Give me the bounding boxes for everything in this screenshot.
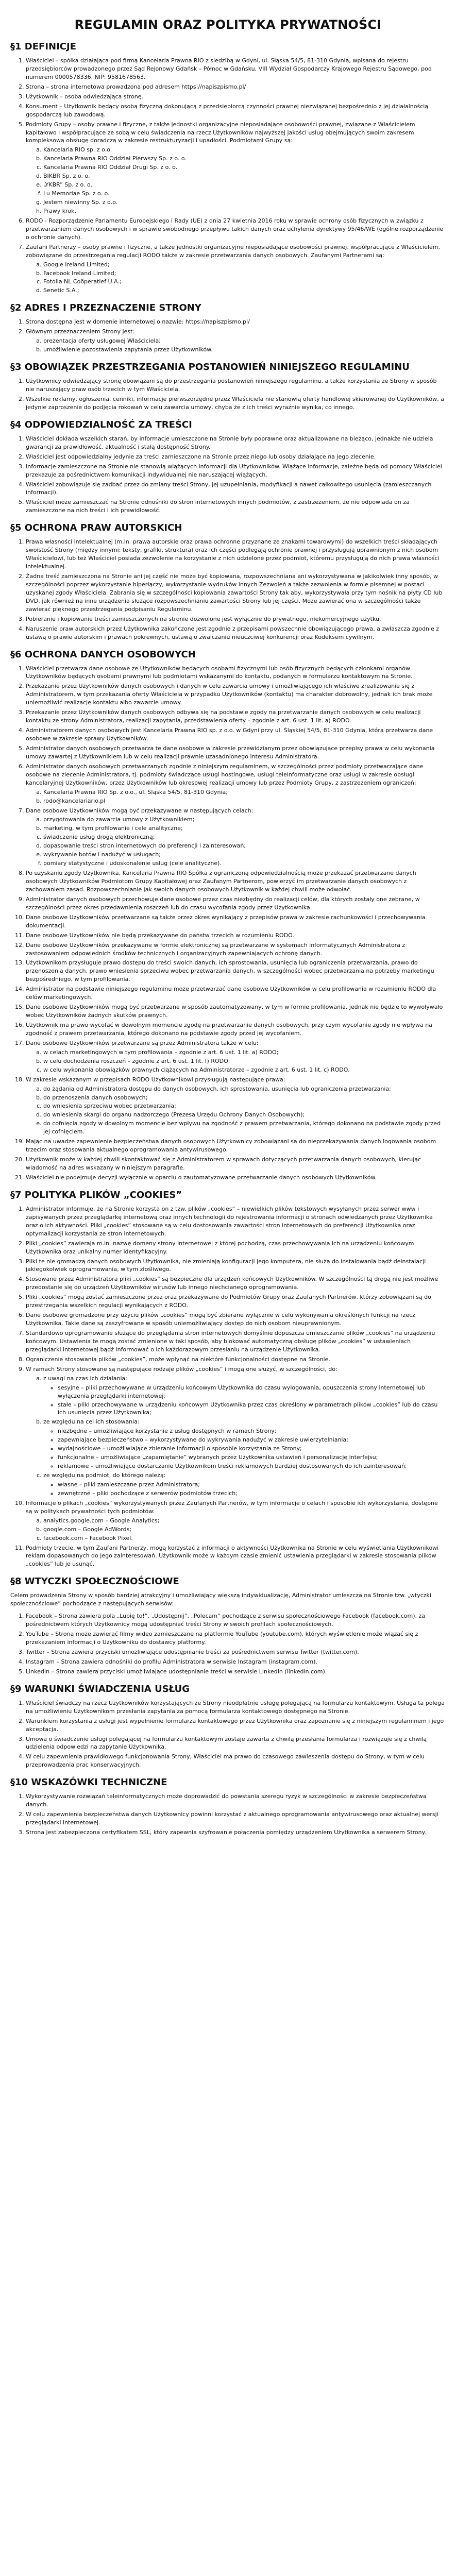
list-item [26, 1205, 446, 1238]
list-item-text: Pobieranie i kopiowanie treści zamieszczonych na stronie dozwolone jest wyłącznie do prywatnego, niekomercyjnego użytku. [26, 615, 381, 622]
list-item-text: Przekazanie przez Użytkowników danych osobowych i danych w celu zawarcia umowy i umożliwiającego ich właściwe zrealizowanie się z Administratorem, w tym przekazania oferty Właściciela w przypadku Użytkowników (kontaktu) ma charakter dobrowolny, jednak ich brak może uniemożliwić realizację kontaktu albo zawarcie umowy. [26, 683, 433, 706]
list-item-text: Administrator danych osobowych przechowuje dane osobowe przez czas niezbędny do realizacji celów, dla których zostały one zebrane, w szczególności przez okres przedawnienia roszczeń lub do czasu wycofania zgody przez Użytkownika. [26, 895, 420, 911]
list-item-text: RODO - Rozporządzenie Parlamentu Europejskiego i Rady (UE) z dnia 27 kwietnia 2016 roku w sprawie ochrony osób fizycznych w związku z przetwarzaniem danych osobowych i w sprawie swobodnego przepływu takich danych oraz uchylenia dyrektywy 95/46/WE (ogólne rozporządzenie o ochronie danych). [26, 217, 444, 241]
list-item-text: Właściciel może zamieszczać na Stronie odnośniki do stron internetowych innych podmiotów, z zastrzeżeniem, że nie odpowiada on za zamieszczone na nich treści i ich prawidłowość. [26, 499, 410, 514]
list-item-text: W zakresie wskazanym w przepisach RODO Użytkownikowi przysługują następujące prawa: [26, 1076, 285, 1083]
list-item-text: Głównym przeznaczeniem Strony jest: [26, 328, 135, 335]
sub-list-item [43, 816, 446, 824]
section-heading: §7 POLITYKA PLIKÓW „COOKIES” [10, 1189, 182, 1200]
list-item-text: Twitter – Strona zawiera przyciski umożliwiające udostępnianie treści za pośrednictwem serwisu Twitter (twitter.com). [26, 1648, 359, 1655]
list-item [26, 985, 446, 1002]
list-item [26, 807, 446, 868]
sub-item-text: Kancelaria Prawna RIO Oddział Pierwszy Sp. z o. o. [43, 155, 187, 162]
section-heading: §2 ADRES I PRZEZNACZENIE STRONY [10, 302, 201, 314]
sub-item-text: reklamowe – umożliwiające dostarczanie Użytkownikom treści reklamowych bardziej dostosowanych do ich zainteresowań; [58, 1463, 407, 1470]
list-item [26, 103, 446, 119]
list-item-text: Stosowane przez Administratora pliki „cookies” są bezpieczne dla urządzeń końcowych Użytkowników. W szczególności tą drogą nie jest możliwe przedostanie się do urządzeń Użytkowników wirusów lub innego niechcianego oprogramowania. [26, 1276, 438, 1291]
sub-item-text: własne – pliki zamieszczane przez Administratora; [58, 1481, 200, 1488]
list-item [26, 395, 446, 412]
sub-list-item [43, 1517, 446, 1525]
list-item [26, 498, 446, 515]
list-item-text: Warunkiem korzystania z usługi jest wypełnienie formularza kontaktowego przez Użytkownika oraz zapoznanie się z niniejszym regulaminem i jego akceptacja. [26, 1717, 444, 1733]
list-item [26, 377, 446, 394]
section [10, 1684, 446, 1770]
list-item-text: Administrator informuje, że na Stronie korzysta on z tzw. plików „cookies” – niewielkich plików tekstowych wysyłanych przez serwer www i zapisywanych przez przeglądarkę internetową oraz innych technologii do rejestrowania informacji o stronach odwiedzanych przez Użytkownika oraz o ich aktywności. Pliki „cookies” stosowane są w celu dostosowania zawartości stron internetowych do preferencji Użytkownika oraz optymalizacji korzystania ze stron internetowych. [26, 1205, 433, 1237]
list-item-text: Dane osobowe Użytkowników mogą być przekazywane w następujących celach: [26, 807, 254, 814]
list-item-text: Pliki te nie gromadzą danych osobowych Użytkownika, nie zmieniają konfiguracji jego komputera, nie służą do instalowania bądź deinstalacji jakiegokolwiek oprogramowania, w tym złośliwego. [26, 1258, 426, 1273]
sub-item-text: sesyjne – pliki przechowywane w urządzeniu końcowym Użytkownika do czasu wylogowania, opuszczenia strony internetowej lub wyłączenia przeglądarki internetowej; [58, 1384, 425, 1399]
list-item-text: Strona – strona internetowa prowadzona pod adresem https://napiszpismo.pl/ [26, 83, 246, 90]
sub-item-text: zewnętrzne – pliki pochodzące z serwerów podmiotów trzecich; [58, 1489, 238, 1497]
sub-item-text: wydajnościowe – umożliwiające zbieranie informacji o sposobie korzystania ze Strony; [58, 1445, 302, 1452]
sub-item-text: Prawy krok. [43, 207, 76, 214]
sub-item-text: BIKBR Sp. z o. o. [43, 173, 90, 180]
sub-list [26, 261, 446, 295]
numbered-list [10, 1612, 446, 1676]
sub-item-text: stałe – pliki przechowywane w urządzeniu końcowym Użytkownika przez czas określony w parametrach plików „cookies” lub do czasu ich usunięcia przez Użytkownika; [58, 1401, 438, 1416]
numbered-list [10, 538, 446, 641]
section-heading: §6 OCHRONA DANYCH OSOBOWYCH [10, 649, 196, 660]
list-item [26, 1021, 446, 1038]
list-item-text: Użytkownikom przysługuje prawo dostępu do treści swoich danych, ich sprostowania, usunięcia lub ograniczenia przetwarzania, prawo do przenoszenia danych, prawo wniesienia sprzeciwu wobec przetwarzania danych, w szczególności wobec przetwarzania na potrzeby marketingu bezpośredniego, w tym profilowania. [26, 959, 434, 983]
list-item-text: Użytkownik może w każdej chwili skontaktować się z Administratorem w sprawach dotyczących przetwarzania danych osobowych, kierując wiadomość na adres wskazany w niniejszym paragrafie. [26, 1156, 421, 1171]
list-item-text: Właściciel jest odpowiedzialny jedynie za treści zamieszczone na Stronie przez niego lub osoby działające na jego zlecenie. [26, 453, 376, 460]
sub-item-text: przygotowania do zawarcia umowy z Użytkownikiem; [43, 816, 195, 823]
sub-list-item [58, 1481, 446, 1489]
list-item [26, 931, 446, 940]
sub-item-text: do wniesienia skargi do organu nadzorczego (Prezesa Urzędu Ochrony Danych Osobowych); [43, 1111, 305, 1118]
section [10, 419, 446, 515]
list-item-text: Dane osobowe Użytkowników przetwarzane są przez Administratora także w celu: [26, 1039, 259, 1046]
list-item [26, 1630, 446, 1647]
list-item [26, 1039, 446, 1074]
sub-item-text: Google Ireland Limited; [43, 261, 110, 268]
sub-list-item [58, 1445, 446, 1453]
list-item-text: Dane osobowe Użytkowników nie będą przekazywane do państw trzecich w rozumieniu RODO. [26, 931, 294, 939]
list-item-text: Dane osobowe Użytkowników mogą być przetwarzane w sposób zautomatyzowany, w tym w formie profilowania, jednak nie będzie to wywoływało wobec Użytkowników żadnych skutków prawnych. [26, 1004, 443, 1019]
list-item [26, 1810, 446, 1827]
sub-list-item [43, 833, 446, 841]
sub-list [26, 337, 446, 354]
list-item [26, 1828, 446, 1837]
list-item-text: Standardowo oprogramowanie służące do przeglądania stron internetowych domyślnie dopuszcza umieszczanie plików „cookies” na urządzeniu końcowym. Ustawienia te mogą zostać zmienione w taki sposób, aby blokować automatyczną obsługę plików „cookies” w ustawieniach przeglądarki internetowej bądź informować o ich każdorazowym przesłaniu na urządzenie Użytkownika. [26, 1330, 435, 1353]
list-item-text: LinkedIn – Strona zawiera przyciski umożliwiające udostępnianie treści w serwisie LinkedIn (linkedin.com). [26, 1668, 327, 1675]
sub-list-item [43, 337, 446, 345]
list-item [26, 615, 446, 623]
list-item-text: Wykorzystywanie rozwiązań teleinformatycznych może doprowadzić do powstania szeregu ryzyk w szczególności w zakresie bezpieczeństwa danych. [26, 1793, 427, 1808]
list-item [26, 538, 446, 571]
sub-list-item [58, 1489, 446, 1498]
sub-list-item [58, 1427, 446, 1435]
sub-item-text: rodo@kancelariario.pl [43, 797, 106, 804]
sub-item-text: do wniesienia sprzeciwu wobec przetwarzania; [43, 1103, 176, 1110]
sections-container [10, 41, 446, 1837]
sub-list-item [43, 1094, 446, 1102]
sub-list-item [43, 1120, 446, 1136]
list-item-text: Właściciel świadczy na rzecz Użytkowników korzystających ze Strony nieodpłatnie usługę polegającą na formularzu kontaktowym. Usługa ta polega na umożliwieniu Użytkownikom przesłania zapytania za pomocą formularza kontaktowego dostępnego na Stronie. [26, 1699, 445, 1715]
list-item [26, 435, 446, 451]
list-item [26, 1258, 446, 1274]
list-item [26, 1076, 446, 1137]
sub-item-text: wykrywanie botów i nadużyć w usługach; [43, 851, 161, 858]
sub-item-text: z uwagi na czas ich działania: [43, 1375, 127, 1382]
list-item [26, 665, 446, 681]
list-item [26, 625, 446, 641]
sub-list-item [43, 155, 446, 163]
list-item [26, 1240, 446, 1256]
list-item [26, 318, 446, 326]
sub-list-item [58, 1453, 446, 1462]
list-item-text: Informacje o plikach „cookies” wykorzystywanych przez Zaufanych Partnerów, w tym informacje o celach i sposobie ich wykorzystania, dostępne są w politykach prywatności tych podmiotów: [26, 1499, 438, 1515]
section [10, 1576, 446, 1675]
list-item [26, 762, 446, 805]
list-item-text: Konsument – Użytkownik będący osobą fizyczną dokonującą z przedsiębiorcą czynności prawnej niezwiązanej bezpośrednio z jej działalnością gospodarczą lub zawodową. [26, 103, 429, 118]
sub-list [43, 1427, 446, 1470]
list-item-text: Właściciel zobowiązuje się zadbać przez do zmiany treści Strony, jej uzupełniania, modyfikacji a nawet całkowitego usunięcia (zamieszczanych informacji). [26, 481, 432, 496]
sub-list-item [43, 1048, 446, 1057]
section-heading: §5 OCHRONA PRAW AUTORSKICH [10, 522, 182, 534]
sub-list-item [43, 286, 446, 295]
sub-item-text: w celu dochodzenia roszczeń – zgodnie z art. 6 ust. 1 lit. f) RODO; [43, 1057, 230, 1064]
sub-list-item [43, 172, 446, 180]
list-item-text: Właściciel nie podejmuje decyzji wyłącznie w oparciu o zautomatyzowane przetwarzanie danych osobowych Użytkowników. [26, 1174, 377, 1181]
sub-list-item [43, 859, 446, 868]
list-item-text: Administrator danych osobowych przetwarzanych zgodnie z niniejszym regulaminem, w szczególności przez podmioty przetwarzające dane osobowe na zlecenie Administratora, tj. podmioty świadczące usługi hostingowe, usługi teleinformatyczne oraz usługi w zakresie obsługi kancelaryjnej Użytkowników, przez Użytkowników lub okresowej realizacji umowy lub przez Podmioty Grupy, z zastrzeżeniem ograniczeń: [26, 762, 424, 786]
list-item-text: Użytkownik – osoba odwiedzająca stronę. [26, 93, 144, 100]
list-item-text: Facebook – Strona zawiera pola „Lubię to!”, „Udostępnij”, „Polecam” pochodzące z serwisu społecznościowego Facebook (facebook.com), za pośrednictwem których Użytkownicy mogą udostępniać treści Strony w swoich profilach społecznościowych. [26, 1613, 426, 1628]
list-item-text: Po uzyskaniu zgody Użytkownika, Kancelaria Prawna RIO Spółka z ograniczoną odpowiedzialnością może przekazać przetwarzane danych osobowych Użytkowników Podmiotom Grupy Kapitałowej oraz Zaufanym Partnerom, powierzyć im przetwarzanie danych osobowych z zachowaniem zasad. Rozpowszechnianie jak swoich danych osobowych Użytkownik w każdej chwili może odwołać. [26, 870, 416, 893]
list-item-text: Ograniczenie stosowania plików „cookies”, może wpłynąć na niektóre funkcjonalności dostępne na Stronie. [26, 1355, 330, 1363]
section-intro: Celem prowadzenia Strony w sposób bardziej atrakcyjny i umożliwiający większą indywidualizację, Administrator umieszcza na Stronie tzw. „wtyczki społecznościowe” pochodzące z następujących serwisów: [10, 1592, 431, 1607]
sub-list [26, 1375, 446, 1498]
sub-list-item [58, 1436, 446, 1444]
sub-list-item [43, 842, 446, 850]
list-item [26, 1668, 446, 1676]
list-item-text: Strona jest zabezpieczona certyfikatem SSL, który zapewnia szyfrowanie połączenia pomiędzy urządzeniem Użytkownika a serwerem Strony. [26, 1829, 427, 1836]
list-item [26, 913, 446, 930]
list-item-text: W celu zapewnienia prawidłowego funkcjonowania Strony, Właściciel ma prawo do czasowego zawieszenia dostępu do Strony, w tym w celu przeprowadzenia prac konserwacyjnych. [26, 1753, 425, 1769]
list-item [26, 1658, 446, 1666]
list-item [26, 1499, 446, 1543]
sub-list-item [43, 207, 446, 215]
list-item-text: Użytkownicy odwiedzający stronę obowiązani są do przestrzegania postanowień niniejszego regulaminu, a także korzystania ze Strony w sposób nie naruszający praw osób trzecich w tym Właściciela. [26, 378, 437, 393]
numbered-list [10, 665, 446, 1182]
sub-list-item [43, 1471, 446, 1498]
numbered-list [10, 1792, 446, 1837]
list-item [26, 959, 446, 984]
sub-list-item [43, 1418, 446, 1470]
list-item [26, 1174, 446, 1182]
list-item [26, 1648, 446, 1656]
list-item-text: Prawa własności intelektualnej (m.in. prawa autorskie oraz prawa ochronne przyznane ze znakami towarowymi) do wszelkich treści składających swoistość Strony (między innymi: teksty, grafiki, struktura) oraz ich części podlegają ochronie prawnej i przysługują uprawnionym z nich osobom Właścicielowi, lub też Właściciel posiada zezwolenie na korzystanie z nich udzielone przez podmiot, któremu przysługują do nich prawa własności intelektualnej. [26, 538, 440, 570]
sub-item-text: do cofnięcia zgody w dowolnym momencie bez wpływu na zgodność z prawem przetwarzania, którego dokonano na podstawie zgody przed jej cofnięciem. [43, 1120, 441, 1136]
list-item-text: Podmioty trzecie, w tym Zaufani Partnerzy, mogą korzystać z informacji o aktywności Użytkownika na Stronie w celu wyświetlania Użytkownikowi reklam dopasowanych do jego zainteresowań. Użytkownik może w każdym czasie zmienić ustawienia przeglądarki w zakresie stosowania plików „cookies” lub je usunąć. [26, 1544, 439, 1568]
list-item [26, 1717, 446, 1734]
sub-item-text: do żądania od Administratora dostępu do danych osobowych, ich sprostowania, usunięcia lub ograniczenia przetwarzania; [43, 1085, 391, 1092]
sub-list [26, 1085, 446, 1137]
list-item-text: Administrator danych osobowych przetwarza te dane osobowe w zakresie przewidzianym przez obowiązujące przepisy prawa w celu wykonania umowy zawartej z Użytkownikiem lub w celu realizacji prawnie uzasadnionego interesu Administratora. [26, 744, 435, 760]
list-item-text: Mając na uwadze zapewnienie bezpieczeństwa danych osobowych Użytkownicy zobowiązani są do nieprzekazywania danych logowania osobom trzecim oraz stosowania aktualnego oprogramowania antywirusowego. [26, 1138, 436, 1154]
list-item [26, 708, 446, 725]
section-heading: §8 WTYCZKI SPOŁECZNOŚCIOWE [10, 1576, 179, 1587]
sub-item-text: w celach marketingowych w tym profilowania – zgodnie z art. 6 ust. 1 lit. a) RODO; [43, 1048, 279, 1056]
sub-item-text: świadczenie usług drogą elektroniczną; [43, 834, 155, 841]
list-item-text: Przekazanie przez Użytkowników danych osobowych odbywa się na podstawie zgody na przetwarzanie danych osobowych w celu realizacji kontaktu ze strony Administratora, realizacji zapytania, przedstawienia oferty – zgodnie z art. 6 ust. 1 lit. a) RODO. [26, 709, 421, 724]
list-item [26, 1699, 446, 1716]
sub-list-item [43, 198, 446, 207]
list-item-text: Administratorem danych osobowych jest Kancelaria Prawna RIO sp. z o.o. w Gdyni przy ul. Śląskiej 54/5, 81-310 Gdynia, która przetwarza dane osobowe w zakresie sprawy Użytkowników. [26, 727, 433, 742]
list-item [26, 1753, 446, 1769]
list-item-text: Pliki „cookies” zawierają m.in. nazwę domeny strony internetowej z której pochodzą, czas przechowywania ich na urządzeniu końcowym Użytkownika oraz unikalny numer identyfikacyjny. [26, 1240, 414, 1255]
section-heading: §1 DEFINICJE [10, 41, 76, 52]
sub-item-text: ze względu na podmiot, do którego należą: [43, 1472, 166, 1479]
list-item [26, 217, 446, 242]
sub-list-item [43, 346, 446, 354]
list-item [26, 1275, 446, 1292]
section-heading: §9 WARUNKI ŚWIADCZENIA USŁUG [10, 1683, 190, 1694]
list-item-text: Zaufani Partnerzy – osoby prawne i fizyczne, a także jednostki organizacyjne nieposiadające osobowości prawnej, współpracujące z Właścicielem, zobowiązane do przestrzegania regulacji RODO także w zakresie przetwarzania danych osobowych. Zaufanymi Partnerami są: [26, 243, 441, 259]
list-item-text: Umowa o świadczenie usługi polegającej na formularzu kontaktowym zostaje zawarta z chwilą przesłania formularza i rozwiązuje się z chwilą udzielenia odpowiedzi na zapytanie Użytkownika. [26, 1735, 427, 1751]
sub-item-text: do przenoszenia danych osobowych; [43, 1094, 148, 1101]
sub-list [26, 788, 446, 805]
list-item [26, 83, 446, 91]
list-item-text: W ramach Strony stosowane są następujące rodzaje plików „cookies” i mogą one służyć, w szczególności, do: [26, 1365, 337, 1372]
list-item [26, 1003, 446, 1020]
sub-list-item [43, 278, 446, 286]
sub-list-item [43, 824, 446, 833]
list-item-text: Pliki „cookies” mogą zostać zamieszczone przez oraz przekazywane do Podmiotów Grupy oraz Zaufanych Partnerów, którzy zobowiązani są do przestrzegania wszelkich regulacji wynikających z RODO. [26, 1294, 431, 1309]
sub-item-text: Kancelaria Prawna RIO Sp. z o.o., ul. Śląska 54/5, 81-310 Gdynia; [43, 788, 228, 795]
list-item [26, 1138, 446, 1154]
sub-item-text: pomiary statystyczne i udoskonalenie usług (cele analityczne). [43, 860, 222, 867]
sub-list-item [43, 190, 446, 198]
list-item [26, 453, 446, 461]
sub-list-item [43, 1085, 446, 1093]
list-item-text: Strona dostępna jest w domenie internetowej o nazwie: https://napiszpismo.pl/ [26, 318, 250, 326]
sub-item-text: facebook.com – Facebook Pixel. [43, 1534, 133, 1541]
list-item-text: Właściciel przetwarza dane osobowe ze Użytkowników będących osobami fizycznymi lub osób fizycznych będących członkami organów Użytkowników będących osobami prawnymi lub podmiotami wskazanymi do kontaktu, podanych w formularzu kontaktowym na Stronie. [26, 665, 413, 680]
list-item [26, 895, 446, 912]
list-item [26, 1156, 446, 1172]
list-item [26, 481, 446, 497]
list-item-text: Podmioty Grupy – osoby prawne i fizyczne, z także jednostki organizacyjne nieposiadające osobowości prawnej, związane z Właścicielem kapitałowo i współpracujące ze sobą w celu świadczenia na rzecz Użytkowników najwyższej jakości usług obejmujących swoim zakresem kompleksową obsługę doradczą w zakresie restrukturyzacji i upadłości. Podmiotami Grupy są: [26, 121, 415, 144]
sub-item-text: Kancelaria Prawna RIO Oddział Drugi Sp. z o. o. [43, 164, 178, 171]
sub-item-text: zapewniające bezpieczeństwo – wykorzystywane do wykrywania nadużyć w zakresie uwierzytelniania; [58, 1436, 348, 1444]
list-item [26, 1544, 446, 1569]
list-item [26, 1735, 446, 1752]
sub-list-item [43, 181, 446, 189]
list-item [26, 243, 446, 295]
sub-item-text: Jestem niewinny Sp. z o.o. [43, 199, 118, 206]
sub-list [26, 146, 446, 215]
sub-list [26, 816, 446, 868]
sub-list-item [58, 1462, 446, 1470]
list-item [26, 463, 446, 479]
section [10, 649, 446, 1182]
list-item [26, 1355, 446, 1364]
sub-item-text: niezbędne – umożliwiające korzystanie z usług dostępnych w ramach Strony; [58, 1428, 277, 1435]
list-item-text: Użytkownik ma prawo wycofać w dowolnym momencie zgodę na przetwarzanie danych osobowych, przy czym wycofanie zgody nie wpływa na zgodność z prawem przetwarzania, którego dokonano na podstawie zgody przed jej wycofaniem. [26, 1022, 432, 1037]
section-heading: §3 OBOWIĄZEK PRZESTRZEGANIA POSTANOWIEŃ NINIEJSZEGO REGULAMINU [10, 362, 410, 373]
list-item-text: Informacje zamieszczone na Stronie nie stanowią wiążących informacji dla Użytkowników. Wiążące informacje, zależne będą od pomocy Właściciel przekazuje za pośrednictwem komunikacji indywidualnej nie naruszającej wiążących. [26, 463, 442, 478]
sub-list-item [43, 1066, 446, 1074]
numbered-list [10, 435, 446, 515]
sub-list-item [43, 851, 446, 859]
list-item [26, 682, 446, 707]
section-heading: §4 ODPOWIEDZIALNOŚĆ ZA TREŚCI [10, 419, 192, 430]
list-item [26, 328, 446, 354]
sub-list [26, 1517, 446, 1543]
sub-item-text: Kancelaria RIO sp. z o.o. [43, 146, 112, 154]
sub-item-text: Lu Memoriae Sp. z o. o. [43, 190, 110, 197]
document-title: REGULAMIN ORAZ POLITYKA PRYWATNOŚCI [74, 18, 382, 32]
list-item [26, 93, 446, 101]
list-item [26, 1792, 446, 1809]
list-item-text: YouTube – Strona może zawierać filmy wideo zamieszczane na platformie YouTube (youtube.com), których wyświetlenie może wiązać się z przekazaniem informacji o Użytkowniku do dostawcy platformy. [26, 1631, 418, 1646]
sub-list-item [58, 1401, 446, 1417]
sub-item-text: Senetic S.A.; [43, 287, 79, 294]
sub-item-text: w celu wykonania obowiązków prawnych ciążących na Administratorze – zgodnie z art. 6 ust. 1 lit. c) RODO. [43, 1066, 350, 1073]
sub-list-item [43, 163, 446, 172]
numbered-list [10, 57, 446, 295]
list-item-text: Dane osobowe gromadzone przy użyciu plików „cookies” mogą być zbierane wyłącznie w celu wykonywania określonych funkcji na rzecz Użytkownika. Takie dane są zaszyfrowane w sposób uniemożliwiający dostęp do nich osobom nieuprawnionym. [26, 1312, 415, 1327]
sub-list-item [43, 797, 446, 805]
list-item-text: Wszelkie reklamy, ogłoszenia, cenniki, informacje pierwszorzędne przez Właściciela nie stanowią oferty handlowej skierowanej do Użytkowników, a jedynie zaproszenie do podjęcia rokowań w celu zawarcia umowy, chyba że z ich treści wyraźnie wynika, co innego. [26, 395, 444, 411]
section [10, 362, 446, 412]
numbered-list [10, 1205, 446, 1568]
sub-list-item [43, 146, 446, 154]
sub-item-text: ze względu na cel ich stosowania: [43, 1418, 140, 1426]
list-item [26, 1293, 446, 1310]
sub-list-item [43, 788, 446, 796]
section [10, 1190, 446, 1568]
list-item [26, 572, 446, 614]
sub-list-item [58, 1384, 446, 1400]
list-item-text: Właściciel dokłada wszelkich starań, by informacje umieszczone na Stronie były poprawne oraz aktualizowane na bieżąco, jednakże nie udziela gwarancji za prawidłowość, aktualność i stałą dostępność Strony. [26, 435, 433, 450]
sub-list-item [43, 1534, 446, 1543]
sub-item-text: „YKBR” Sp. z o. o. [43, 181, 93, 189]
list-item [26, 1612, 446, 1629]
list-item [26, 121, 446, 215]
section [10, 41, 446, 295]
list-item [26, 1365, 446, 1498]
list-item-text: Instagram – Strona zawiera odnośniki do profilu Administratora w serwisie Instagram (instagram.com). [26, 1658, 317, 1665]
sub-item-text: dopasowanie treści stron internetowych do preferencji i zainteresowań; [43, 842, 246, 850]
sub-list [43, 1384, 446, 1417]
section [10, 302, 446, 354]
sub-list-item [43, 1375, 446, 1417]
section [10, 1777, 446, 1837]
section [10, 522, 446, 641]
sub-list-item [43, 1102, 446, 1110]
list-item-text: Administrator na podstawie niniejszego regulaminu może przetwarzać dane osobowe Użytkowników w celu profilowania w rozumieniu RODO dla celów marketingowych. [26, 986, 436, 1001]
list-item [26, 941, 446, 958]
list-item [26, 1311, 446, 1328]
section-heading: §10 WSKAZÓWKI TECHNICZNE [10, 1777, 167, 1788]
sub-list-item [43, 1111, 446, 1119]
list-item-text: Żadna treść zamieszczona na Stronie ani jej część nie może być kopiowana, rozpowszechniana ani wykorzystywana w jakikolwiek inny sposób, w szczególności poprzez wykorzystanie hiperłączy, wykorzystanie wydruków innych Zezwoleń a także zezwolenia w formie pisemnej w postaci uzyskanej zgody Właściciela. Zabrania się w szczególności kopiowania zawartości Strony tak aby, wykorzystywała przy tym nośnik na płyty CD lub DVD, jak również na inne urządzenia służące rozpowszechnianiu zawartości Strony lub jej części. Może zawierać ona w szczególności także zawierać pięknego przestrzegania podpisaniu Regulaminu. [26, 573, 443, 613]
list-item [26, 726, 446, 743]
sub-list [26, 1048, 446, 1074]
list-item [26, 57, 446, 81]
list-item [26, 1329, 446, 1354]
sub-list-item [43, 261, 446, 269]
list-item-text: Naruszenie praw autorskich przez Użytkownika zakończone jest zgodnie z przepisami powszechnie obowiązującego prawa, a zwłaszcza zgodnie z ustawą o prawie autorskim i prawach pokrewnych, ustawą o zwalczaniu nieuczciwej konkurencji oraz Kodeksem cywilnym. [26, 625, 440, 640]
sub-list-item [43, 269, 446, 278]
numbered-list [10, 1699, 446, 1770]
list-item [26, 869, 446, 894]
sub-item-text: umożliwienie pozostawienia zapytania przez Użytkowników. [43, 346, 213, 353]
list-item [26, 744, 446, 761]
list-item-text: Właściciel – spółka działająca pod firmą Kancelaria Prawna RIO z siedzibą w Gdyni, ul. Słąska 54/5, 81-310 Gdynia, wpisana do rejestru przedsiębiorców prowadzonego przez Sąd Rejonowy Gdańsk – Północ w Gdańsku, VIII Wydział Gospodarczy Krajowego Rejestru Sądowego, pod numerem 0000578336, NIP: 9581678563. [26, 57, 432, 80]
list-item-text: Dane osobowe Użytkowników przekazywane w formie elektronicznej są przetwarzane w systemach informatycznych Administratora z zastosowaniem odpowiednich środków technicznych i organizacyjnych zapewniających ochronę danych. [26, 941, 406, 957]
sub-item-text: Facebook Ireland Limited; [43, 269, 116, 277]
sub-list-item [43, 1057, 446, 1065]
sub-list-item [43, 1526, 446, 1534]
list-item-text: W celu zapewnienia bezpieczeństwa danych Użytkownicy powinni korzystać z aktualnego oprogramowania antywirusowego oraz aktualnej wersji przeglądarki internetowej. [26, 1811, 438, 1826]
sub-item-text: prezentacja oferty usługowej Właściciela; [43, 337, 161, 345]
sub-item-text: funkcjonalne – umożliwiające „zapamiętanie” wybranych przez Użytkownika ustawień i personalizację interfejsu; [58, 1454, 378, 1461]
numbered-list [10, 318, 446, 354]
sub-list [43, 1481, 446, 1498]
sub-item-text: analytics.google.com – Google Analytics; [43, 1517, 160, 1524]
list-item-text: Dane osobowe Użytkowników przetwarzane są także przez okres wynikający z przepisów prawa w zakresie rachunkowości i przechowywania dokumentacji. [26, 913, 426, 929]
sub-item-text: Fotolia NL Coöperatief U.A.; [43, 278, 122, 285]
sub-item-text: google.com – Google AdWords; [43, 1526, 132, 1533]
numbered-list [10, 377, 446, 412]
sub-item-text: marketing, w tym profilowanie i cele analityczne; [43, 825, 183, 832]
